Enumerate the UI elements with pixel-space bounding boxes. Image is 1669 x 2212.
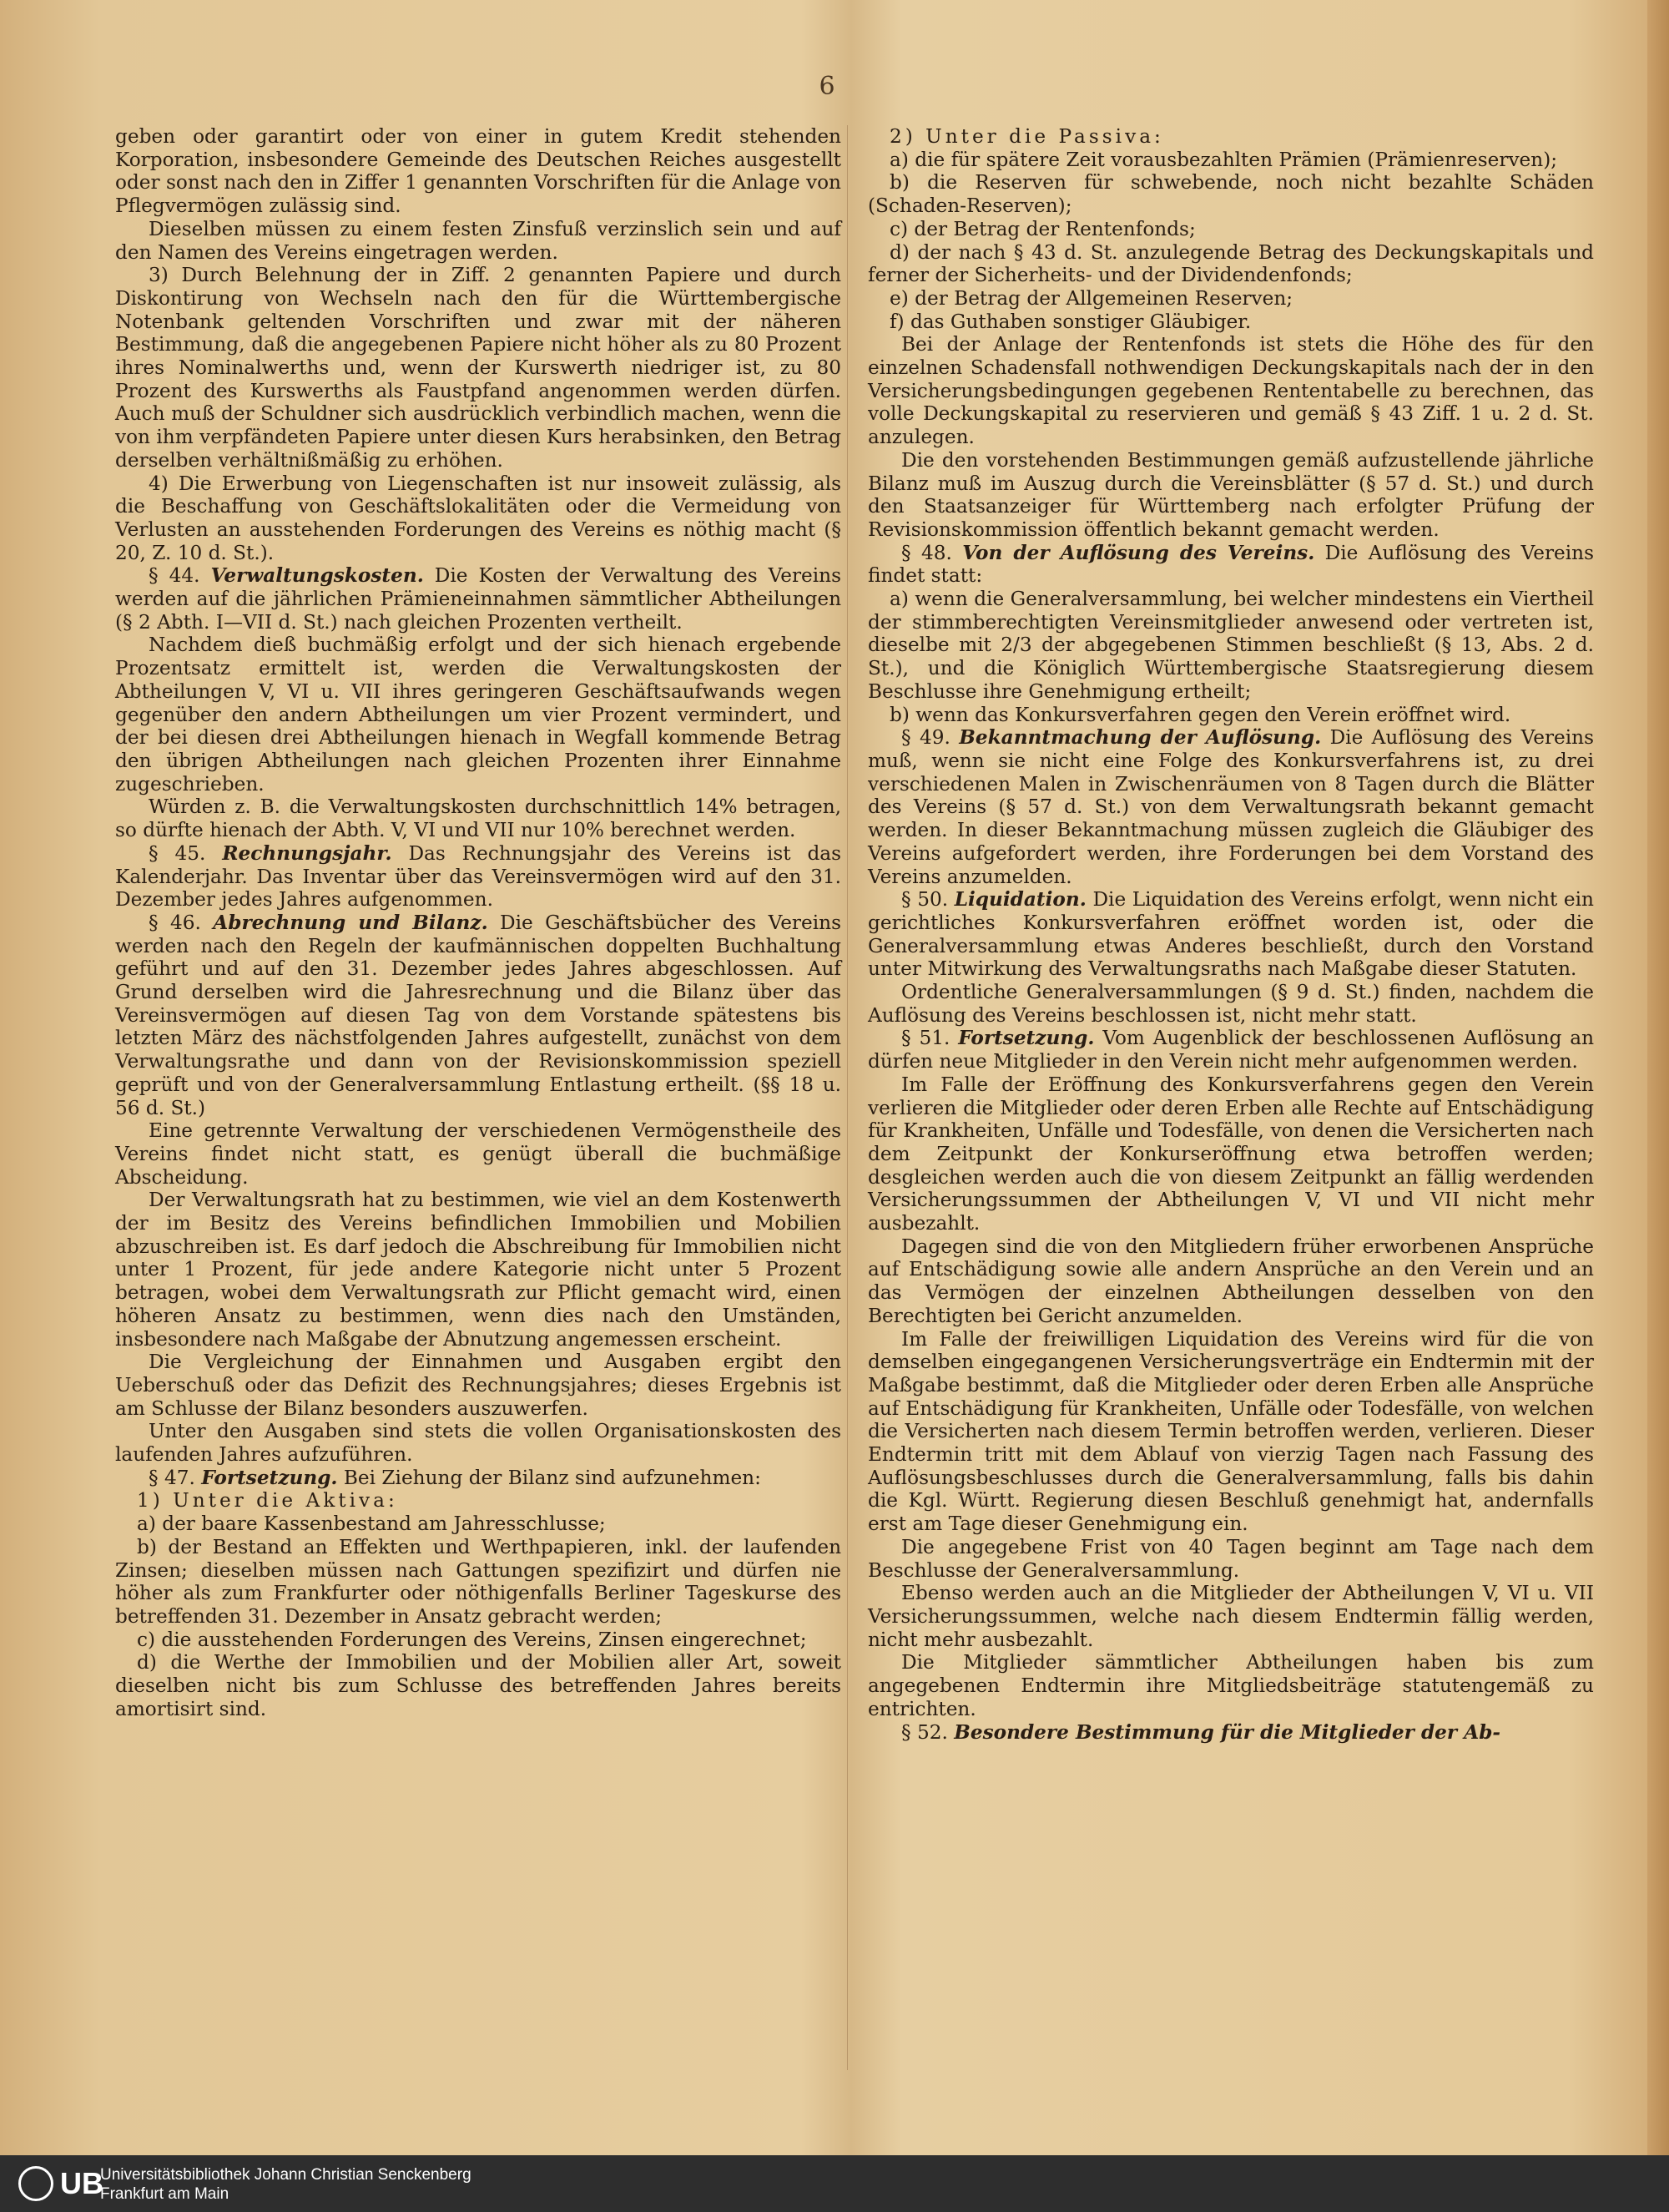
- list-item: d) die Werthe der Immobilien und der Mobilien aller Art, soweit dieselben nicht bis zum Schlusse des betreffenden Jahres bereits amortisirt sind.: [115, 1651, 841, 1720]
- section-title: Fortsetzung.: [958, 1027, 1095, 1050]
- library-name-line1: Universitätsbibliothek Johann Christian Senckenberg: [100, 2166, 471, 2184]
- paragraph: Im Falle der freiwilligen Liquidation des Vereins wird für die von demselben eingegangenen Versicherungsverträge ein Endtermin mit der Maßgabe bestimmt, daß die Mitglieder oder deren Erben alle Ansprüche auf Entschädigung für Krankheiten, Unfälle oder Todesfälle, von welchen die Versicherten nach diesem Termin betroffen werden, verlieren. Dieser Endtermin tritt mit dem Ablauf von vierzig Tagen nach Fassung des Auflösungsbeschlusses durch die Generalversammlung, falls bis dahin die Kgl. Württ. Regierung diesen Beschluß genehmigt hat, andernfalls erst am Tage dieser Genehmigung ein.: [868, 1327, 1594, 1536]
- list-item: a) die für spätere Zeit vorausbezahlten Prämien (Prämienreserven);: [890, 148, 1558, 171]
- paragraph: Die Vergleichung der Einnahmen und Ausgaben ergibt den Ueberschuß oder das Defizit des Rechnungsjahres; dieses Ergebnis ist am Schlusse der Bilanz besonders auszuwerfen.: [115, 1351, 841, 1420]
- section-title: Verwaltungskosten.: [210, 564, 424, 588]
- section-title: Bekanntmachung der Auflösung.: [959, 726, 1322, 750]
- section-number: § 50.: [901, 888, 949, 912]
- section-paragraph: [115, 842, 841, 912]
- list-item: d) der nach § 43 d. St. anzulegende Betrag des Deckungskapitals und ferner der Sicherheits- und der Dividendenfonds;: [868, 240, 1594, 287]
- list-item: a) der baare Kassenbestand am Jahresschlusse;: [137, 1513, 606, 1536]
- subheading: 2) Unter die Passiva:: [890, 125, 1164, 148]
- section-title: Liquidation.: [954, 888, 1087, 912]
- library-footer: [0, 2155, 1669, 2212]
- section-number: § 49.: [901, 726, 950, 750]
- section-text: Vom Augenblick der beschlossenen Auflösung an dürfen neue Mitglieder in den Verein nicht mehr aufgenommen werden.: [868, 1027, 1595, 1073]
- section-title: Besondere Bestimmung für die Mitglieder der Ab-: [954, 1720, 1501, 1744]
- paragraph: Nachdem dieß buchmäßig erfolgt und der sich hienach ergebende Prozentsatz ermittelt ist, werden die Verwaltungskosten der Abtheilungen V, VI u. VII ihres geringeren Geschäftsaufwands wegen gegenüber den andern Abtheilungen um vier Prozent vermindert, und der bei diesen drei Abtheilungen hienach in Wegfall kommende Betrag den übrigen Abtheilungen nach gleichen Prozenten ihrer Einnahme zugeschrieben.: [115, 634, 841, 795]
- section-title: Abrechnung und Bilanz.: [213, 911, 488, 934]
- list-item: c) der Betrag der Rentenfonds;: [890, 217, 1196, 240]
- left-column: [115, 125, 841, 1721]
- section-title: Rechnungsjahr.: [222, 841, 392, 865]
- section-title: Von der Auflösung des Vereins.: [962, 541, 1315, 564]
- subheading: 1) Unter die Aktiva:: [137, 1489, 398, 1513]
- list-item: e) der Betrag der Allgemeinen Reserven;: [890, 286, 1293, 310]
- paragraph: Die angegebene Frist von 40 Tagen beginnt am Tage nach dem Beschlusse der Generalversammlung.: [868, 1535, 1594, 1582]
- section-paragraph: [115, 912, 841, 1119]
- ub-logo-text: UB: [60, 2166, 103, 2200]
- section-paragraph: [868, 1027, 1594, 1073]
- section-paragraph: [868, 1721, 1594, 1745]
- section-text: Bei Ziehung der Bilanz sind aufzunehmen:: [343, 1466, 761, 1489]
- ub-logo: [18, 2164, 103, 2204]
- section-text: Die Liquidation des Vereins erfolgt, wenn nicht ein gerichtliches Konkursverfahren eröffnet worden ist, oder die Generalversammlung etwas Anderes beschließt, durch den Vorstand unter Mitwirkung des Verwaltungsraths nach Maßgabe dieser Statuten.: [868, 888, 1594, 981]
- section-number: § 46.: [149, 911, 201, 934]
- right-column: [868, 125, 1594, 1744]
- list-item: b) wenn das Konkursverfahren gegen den Verein eröffnet wird.: [890, 703, 1511, 726]
- section-text: Das Rechnungsjahr des Vereins ist das Kalenderjahr. Das Inventar über das Vereinsvermögen wird auf den 31. Dezember jedes Jahres aufgenommen.: [115, 841, 842, 912]
- paragraph: Ebenso werden auch an die Mitglieder der Abtheilungen V, VI u. VII Versicherungssummen, welche nach diesem Endtermin fällig werden, nicht mehr ausbezahlt.: [868, 1582, 1594, 1651]
- section-number: § 52.: [901, 1720, 948, 1744]
- column-divider: [847, 125, 848, 2070]
- paragraph: Dieselben müssen zu einem festen Zinsfuß verzinslich sein und auf den Namen des Vereins eingetragen werden.: [115, 217, 841, 264]
- section-title: Fortsetzung.: [201, 1466, 338, 1489]
- ub-logo-mark-icon: [18, 2166, 53, 2201]
- paragraph: Unter den Ausgaben sind stets die vollen Organisationskosten des laufenden Jahres aufzuführen.: [115, 1420, 841, 1467]
- paragraph: 3) Durch Belehnung der in Ziff. 2 genannten Papiere und durch Diskontirung von Wechseln nach den für die Württembergische Notenbank geltenden Vorschriften und zwar mit der näheren Bestimmung, daß die angegebenen Papiere nicht höher als zu 80 Prozent ihres Nominalwerths und, wenn der Kurswerth niedriger ist, zu 80 Prozent des Kurswerths als Faustpfand angenommen werden dürfen. Auch muß der Schuldner sich ausdrücklich verbindlich machen, wenn die von ihm verpfändeten Papiere unter diesen Kurs herabsinken, den Betrag derselben verhältnißmäßig zu erhöhen.: [115, 264, 841, 472]
- paragraph: Der Verwaltungsrath hat zu bestimmen, wie viel an dem Kostenwerth der im Besitz des Vereins befindlichen Immobilien und Mobilien abzuschreiben ist. Es darf jedoch die Abschreibung für Immobilien nicht unter 1 Prozent, für jede andere Kategorie nicht unter 5 Prozent betragen, wobei dem Verwaltungsrath zur Pflicht gemacht wird, einen höheren Ansatz zu bestimmen, wenn dies nach den Umständen, insbesondere nach Maßgabe der Abnutzung angemessen erscheint.: [115, 1189, 841, 1351]
- section-paragraph: [868, 726, 1594, 888]
- library-name: [100, 2165, 471, 2204]
- section-text: Die Auflösung des Vereins muß, wenn sie nicht eine Folge des Konkursverfahrens ist, zu drei verschiedenen Malen in Zwischenräumen von 8 Tagen durch die Blätter des Vereins (§ 57 d. St.) von dem Verwaltungsrath bekannt gemacht werden. In dieser Bekanntmachung müssen zugleich die Gläubiger des Vereins aufgefordert werden, ihre Forderungen bei dem Vorstand des Vereins anzumelden.: [868, 726, 1595, 888]
- section-text: Die Auflösung des Vereins findet statt:: [868, 541, 1595, 588]
- paragraph: Würden z. B. die Verwaltungskosten durchschnittlich 14% betragen, so dürfte hienach der Abth. V, VI und VII nur 10% berechnet werden.: [115, 795, 841, 842]
- section-paragraph: [115, 1467, 841, 1490]
- section-number: § 45.: [149, 841, 206, 865]
- section-number: § 51.: [901, 1027, 950, 1050]
- section-number: § 48.: [901, 541, 952, 564]
- list-item: c) die ausstehenden Forderungen des Vereins, Zinsen eingerechnet;: [137, 1628, 807, 1651]
- page-edge: [1647, 0, 1669, 2212]
- section-number: § 47.: [149, 1466, 195, 1489]
- page-number: 6: [819, 72, 850, 101]
- section-paragraph: [868, 542, 1594, 588]
- paragraph: Die den vorstehenden Bestimmungen gemäß aufzustellende jährliche Bilanz muß im Auszug durch die Vereinsblätter (§ 57 d. St.) und durch den Staatsanzeiger für Württemberg nach erfolgter Prüfung der Revisionskommission öffentlich bekannt gemacht werden.: [868, 448, 1594, 541]
- paragraph: Bei der Anlage der Rentenfonds ist stets die Höhe des für den einzelnen Schadensfall nothwendigen Deckungskapitals nach der in den Versicherungsbedingungen gegebenen Rententabelle zu berechnen, das volle Deckungskapital zu reservieren und gemäß § 43 Ziff. 1 u. 2 d. St. anzulegen.: [868, 333, 1594, 449]
- paragraph: 4) Die Erwerbung von Liegenschaften ist nur insoweit zulässig, als die Beschaffung von Geschäftslokalitäten oder die Vermeidung von Verlusten an ausstehenden Forderungen des Vereins es nöthig macht (§ 20, Z. 10 d. St.).: [115, 472, 841, 564]
- paragraph: Ordentliche Generalversammlungen (§ 9 d. St.) finden, nachdem die Auflösung des Vereins beschlossen ist, nicht mehr statt.: [868, 981, 1594, 1027]
- section-paragraph: [868, 888, 1594, 981]
- section-text: Die Geschäftsbücher des Vereins werden nach den Regeln der kaufmännischen doppelten Buchhaltung geführt und auf den 31. Dezember jedes Jahres abgeschlossen. Auf Grund derselben wird die Jahresrechnung und die Bilanz über das Vereinsvermögen auf diesen Tag von dem Vorstande spätestens bis letzten März des nächstfolgenden Jahres aufgestellt, zunächst von dem Verwaltungsrathe und dann von der Revisionskommission speziell geprüft und von der Generalversammlung Entlastung ertheilt. (§§ 18 u. 56 d. St.): [115, 911, 841, 1119]
- paragraph: Dagegen sind die von den Mitgliedern früher erworbenen Ansprüche auf Entschädigung sowie alle andern Ansprüche an den Verein und an das Vermögen der einzelnen Abtheilungen desselben von den Berechtigten bei Gericht anzumelden.: [868, 1235, 1594, 1327]
- list-item: b) der Bestand an Effekten und Werthpapieren, inkl. der laufenden Zinsen; dieselben müssen nach Gattungen spezifizirt und dürfen nie höher als zum Frankfurter oder nöthigenfalls Berliner Tageskurse des betreffenden 31. Dezember in Ansatz gebracht werden;: [115, 1535, 841, 1628]
- list-item: a) wenn die Generalversammlung, bei welcher mindestens ein Viertheil der stimmberechtigten Vereinsmitglieder anwesend oder vertreten ist, dieselbe mit 2/3 der abgegebenen Stimmen beschließt (§ 13, Abs. 2 d. St.), und die Königlich Württembergische Staatsregierung diesem Beschlusse ihre Genehmigung ertheilt;: [868, 588, 1594, 703]
- section-paragraph: [115, 564, 841, 634]
- library-name-line2: Frankfurt am Main: [100, 2185, 229, 2203]
- list-item: f) das Guthaben sonstiger Gläubiger.: [890, 310, 1252, 333]
- section-number: § 44.: [149, 564, 200, 588]
- paragraph: Im Falle der Eröffnung des Konkursverfahrens gegen den Verein verlieren die Mitglieder oder deren Erben alle Rechte auf Entschädigung für Krankheiten, Unfälle und Todesfälle, von denen die Versicherten nach dem Zeitpunkt der Konkurseröffnung etwa betroffen werden; desgleichen werden auch die von diesem Zeitpunkt an fällig werdenden Versicherungssummen der Abtheilungen V, VI und VII nicht mehr ausbezahlt.: [868, 1073, 1594, 1235]
- paragraph: Eine getrennte Verwaltung der verschiedenen Vermögenstheile des Vereins findet nicht statt, es genügt überall die buchmäßige Abscheidung.: [115, 1119, 841, 1189]
- paragraph: Die Mitglieder sämmtlicher Abtheilungen haben bis zum angegebenen Endtermin ihre Mitgliedsbeiträge statutengemäß zu entrichten.: [868, 1651, 1594, 1720]
- section-text: Die Kosten der Verwaltung des Vereins werden auf die jährlichen Prämieneinnahmen sämmtlicher Abtheilungen (§ 2 Abth. I—VII d. St.) nach gleichen Prozenten vertheilt.: [115, 564, 842, 634]
- paragraph: geben oder garantirt oder von einer in gutem Kredit stehenden Korporation, insbesondere Gemeinde des Deutschen Reiches ausgestellt oder sonst nach den in Ziffer 1 genannten Vorschriften für die Anlage von Pflegvermögen zulässig sind.: [115, 125, 841, 218]
- list-item: b) die Reserven für schwebende, noch nicht bezahlte Schäden (Schaden-Reserven);: [868, 171, 1594, 218]
